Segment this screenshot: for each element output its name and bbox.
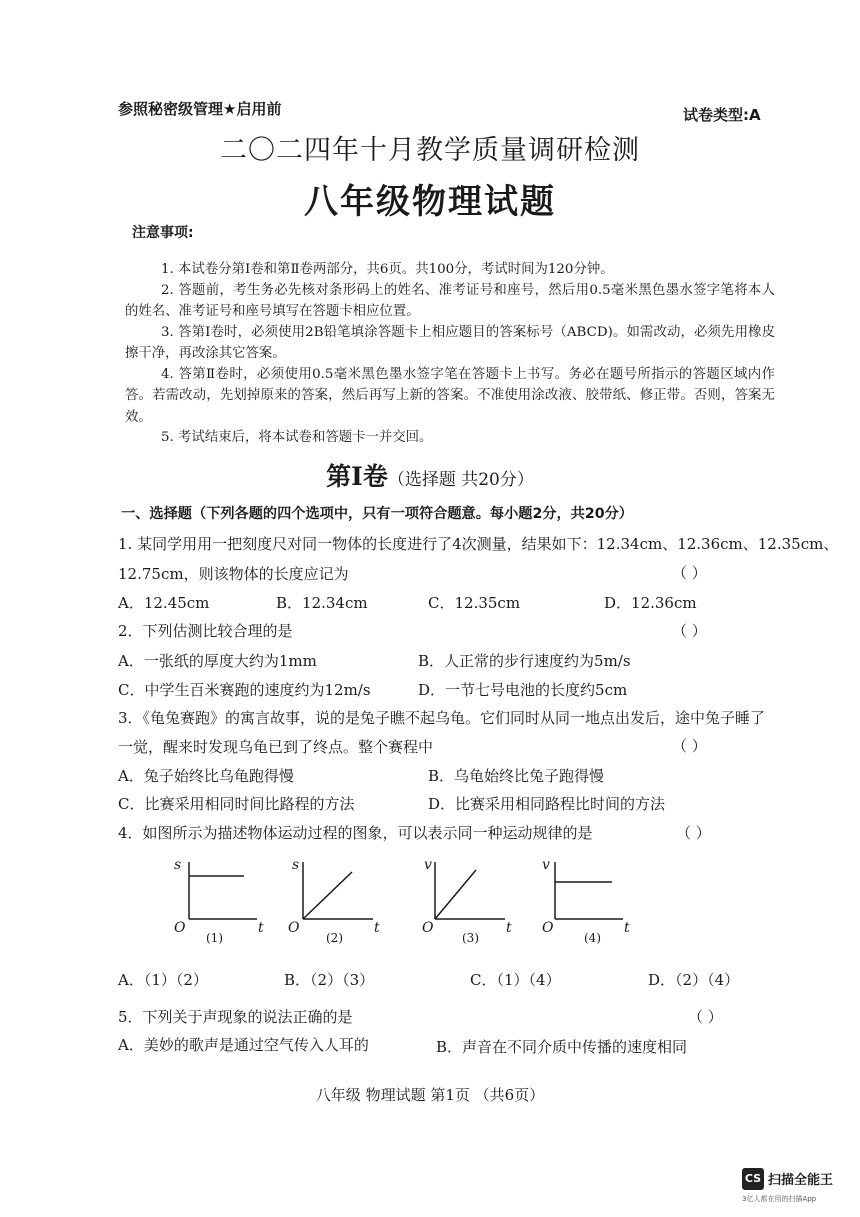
q1-stem-line1: 1. 某同学用用一把刻度尺对同一物体的长度进行了4次测量，结果如下：12.34cm、12.36cm、12.35cm、 — [118, 535, 839, 553]
q4-answer-paren: （ ） — [676, 824, 711, 842]
q5-answer-paren: （ ） — [688, 1008, 723, 1026]
graph-4 — [538, 852, 638, 948]
notice-item-4: 4. 答第Ⅱ卷时，必须使用0.5毫米黑色墨水签字笔在答题卡上书写。务必在题号所指示的答题区域内作答。若需改动，先划掉原来的答案，然后再写上新的答案。不准使用涂改液、胶带纸、修正带。否则，答案无效。 — [125, 367, 775, 425]
q3-option-a: A．兔子始终比乌龟跑得慢 — [118, 767, 294, 785]
q2-option-b: B．人正常的步行速度约为5m/s — [418, 652, 631, 670]
q5-stem: 5．下列关于声现象的说法正确的是 — [118, 1008, 353, 1026]
q3-option-b: B．乌龟始终比兔子跑得慢 — [428, 767, 605, 785]
graph-1-y-label: s — [174, 857, 182, 873]
q5-option-a: A．美妙的歌声是通过空气传入人耳的 — [118, 1036, 369, 1054]
graph-2-y-label: s — [292, 857, 300, 873]
q2-answer-paren: （ ） — [672, 622, 707, 640]
q4-stem: 4．如图所示为描述物体运动过程的图象，可以表示同一种运动规律的是 — [118, 824, 593, 842]
q4-option-a: A．（1）（2） — [118, 971, 208, 989]
notice-item-2: 2. 答题前，考生务必先核对条形码上的姓名、准考证号和座号，然后用0.5毫米黑色墨水签字笔将本人的姓名、准考证号和座号填写在答题卡相应位置。 — [125, 283, 775, 320]
graph-1 — [172, 852, 272, 948]
graph-1-x-label: t — [258, 920, 264, 936]
scanner-app-name: 扫描全能王 — [768, 1173, 834, 1188]
graph-1-caption: (1) — [206, 931, 223, 945]
graph-4-y-label: v — [542, 857, 550, 873]
q4-option-d: D．（2）（4） — [648, 971, 740, 989]
graph-2-x-label: t — [374, 920, 380, 936]
graph-1-origin: O — [174, 920, 186, 936]
q3-answer-paren: （ ） — [672, 737, 707, 755]
q5-option-b: B．声音在不同介质中传播的速度相同 — [436, 1038, 688, 1056]
graph-4-caption: (4) — [584, 931, 601, 945]
graph-2-origin: O — [288, 920, 300, 936]
graph-4-x-label: t — [624, 920, 630, 936]
section-title-sub: （选择题 共20分） — [387, 470, 534, 490]
page-footer: 八年级 物理试题 第1页 （共6页） — [315, 1086, 545, 1104]
subject-title: 八年级物理试题 — [304, 182, 556, 222]
graph-3-y-label: v — [424, 857, 432, 873]
q1-stem-line2: 12.75cm，则该物体的长度应记为 — [118, 565, 349, 583]
part-heading: 一、选择题（下列各题的四个选项中，只有一项符合题意。每小题2分，共20分） — [121, 506, 633, 522]
q4-option-b: B．（2）（3） — [284, 971, 375, 989]
notice-heading: 注意事项: — [132, 225, 194, 241]
notice-item-3: 3. 答第Ⅰ卷时，必须使用2B铅笔填涂答题卡上相应题目的答案标号（ABCD)。如需改动，必须先用橡皮擦干净，再改涂其它答案。 — [125, 325, 775, 362]
graph-3-line — [435, 870, 476, 919]
q2-option-c: C．中学生百米赛跑的速度约为12m/s — [118, 681, 371, 699]
notice-item-5: 5. 考试结束后，将本试卷和答题卡一并交回。 — [161, 430, 433, 445]
q3-stem-line2: 一觉，醒来时发现乌龟已到了终点。整个赛程中 — [118, 738, 434, 756]
confidential-label: 参照秘密级管理★启用前 — [118, 100, 282, 118]
q3-option-d: D．比赛采用相同路程比时间的方法 — [428, 795, 666, 813]
exam-title: 二〇二四年十月教学质量调研检测 — [220, 135, 640, 166]
q1-option-b: B．12.34cm — [276, 594, 368, 612]
q4-option-c: C．（1）（4） — [470, 971, 561, 989]
graph-2 — [286, 852, 386, 948]
notice-item-1: 1. 本试卷分第Ⅰ卷和第Ⅱ卷两部分，共6页。共100分，考试时间为120分钟。 — [161, 262, 614, 277]
q1-option-a: A．12.45cm — [118, 594, 210, 612]
graph-3-origin: O — [422, 920, 434, 936]
q2-stem: 2．下列估测比较合理的是 — [118, 622, 293, 640]
scanner-watermark — [738, 1164, 856, 1208]
q1-answer-paren: （ ） — [672, 564, 707, 582]
scanner-logo-icon: CS — [742, 1168, 764, 1190]
q2-option-a: A．一张纸的厚度大约为1mm — [118, 652, 317, 670]
graph-3-caption: (3) — [462, 931, 479, 945]
section-title — [0, 457, 860, 493]
scanner-tagline: 3亿人都在用的扫描App — [742, 1195, 817, 1203]
graph-2-line — [303, 872, 352, 919]
q1-option-d: D．12.36cm — [604, 594, 697, 612]
q3-option-c: C．比赛采用相同时间比路程的方法 — [118, 795, 355, 813]
q2-option-d: D．一节七号电池的长度约5cm — [418, 681, 628, 699]
paper-type-label: 试卷类型:A — [683, 106, 761, 124]
graph-2-caption: (2) — [326, 931, 343, 945]
graph-3 — [418, 852, 518, 948]
q3-stem-line1: 3．《龟兔赛跑》的寓言故事，说的是兔子瞧不起乌龟。它们同时从同一地点出发后，途中兔子睡了 — [118, 709, 766, 727]
q1-option-c: C．12.35cm — [428, 594, 521, 612]
graph-4-origin: O — [542, 920, 554, 936]
section-title-main: 第Ⅰ卷 — [326, 462, 388, 491]
graph-3-x-label: t — [506, 920, 512, 936]
